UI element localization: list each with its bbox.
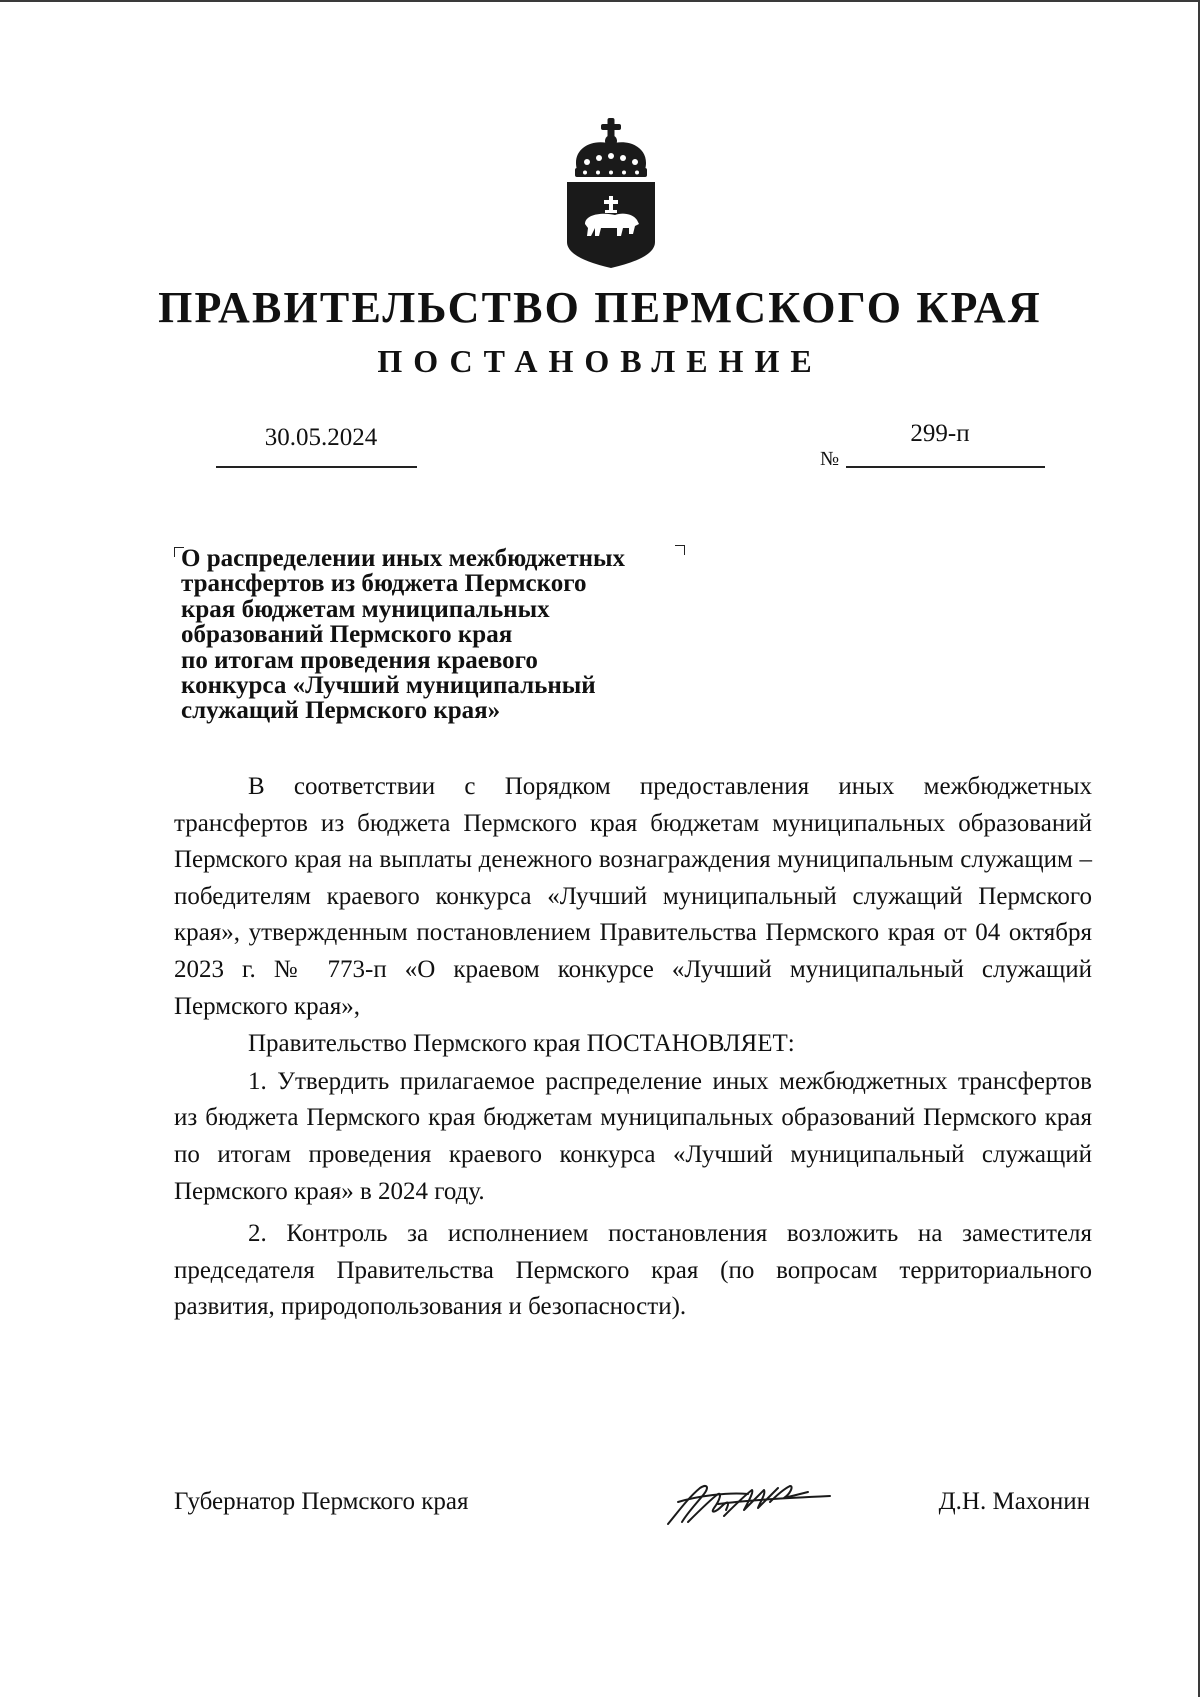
preamble-paragraph: В соответствии с Порядком предоставления иных межбюджетных трансфертов из бюджета Пермского края бюджетам муниципальных образований Пермского края на выплаты денежного вознаграждения муниципальным служащим – победителям краевого конкурса «Лучший муниципальный служащий Пермского края», утвержденным постановлением Правительства Пермского края от 04 октября 2023 г. № 773-п «О краевом конкурсе «Лучший муниципальный служащий Пермского края», <box>174 773 1092 1020</box>
item-2-paragraph: 2. Контроль за исполнением постановления возложить на заместителя председателя Правительства Пермского края (по вопросам территориального развития, природопользования и безопасности). <box>174 1220 1092 1321</box>
item-1-paragraph: 1. Утвердить прилагаемое распределение иных межбюджетных трансфертов из бюджета Пермского края бюджетам муниципальных образований Пермского края по итогам проведения краевого конкурса «Лучший муниципальный служащий Пермского края» в 2024 году. <box>174 1067 1092 1205</box>
document-date: 30.05.2024 <box>264 424 378 451</box>
resolves-paragraph: Правительство Пермского края ПОСТАНОВЛЯЕТ: <box>248 1030 795 1058</box>
subject-line: трансфертов из бюджета Пермского <box>181 570 587 598</box>
subject-line: конкурса «Лучший муниципальный <box>181 672 596 700</box>
subject-line: по итогам проведения краевого <box>181 646 538 674</box>
document-body <box>174 769 1092 1326</box>
handwritten-signature-icon <box>658 1472 838 1534</box>
subject-line: О распределении иных межбюджетных <box>181 545 626 572</box>
date-underline <box>216 466 417 468</box>
organization-title: ПРАВИТЕЛЬСТВО ПЕРМСКОГО КРАЯ <box>158 283 1042 332</box>
document-number: 299-п <box>910 420 970 447</box>
number-sign: № <box>820 448 840 470</box>
scan-border-top <box>0 0 1200 2</box>
signatory-name: Д.Н. Махонин <box>938 1488 1090 1515</box>
document-type-heading: ПОСТАНОВЛЕНИЕ <box>377 343 823 379</box>
signatory-position: Губернатор Пермского края <box>174 1488 469 1515</box>
subject-line: служащий Пермского края» <box>181 697 501 725</box>
subject-line: образований Пермского края <box>181 621 513 649</box>
coat-of-arms-icon <box>563 118 659 268</box>
subject-line: края бюджетам муниципальных <box>181 595 550 623</box>
number-underline <box>846 466 1045 468</box>
document-subject <box>181 546 741 724</box>
